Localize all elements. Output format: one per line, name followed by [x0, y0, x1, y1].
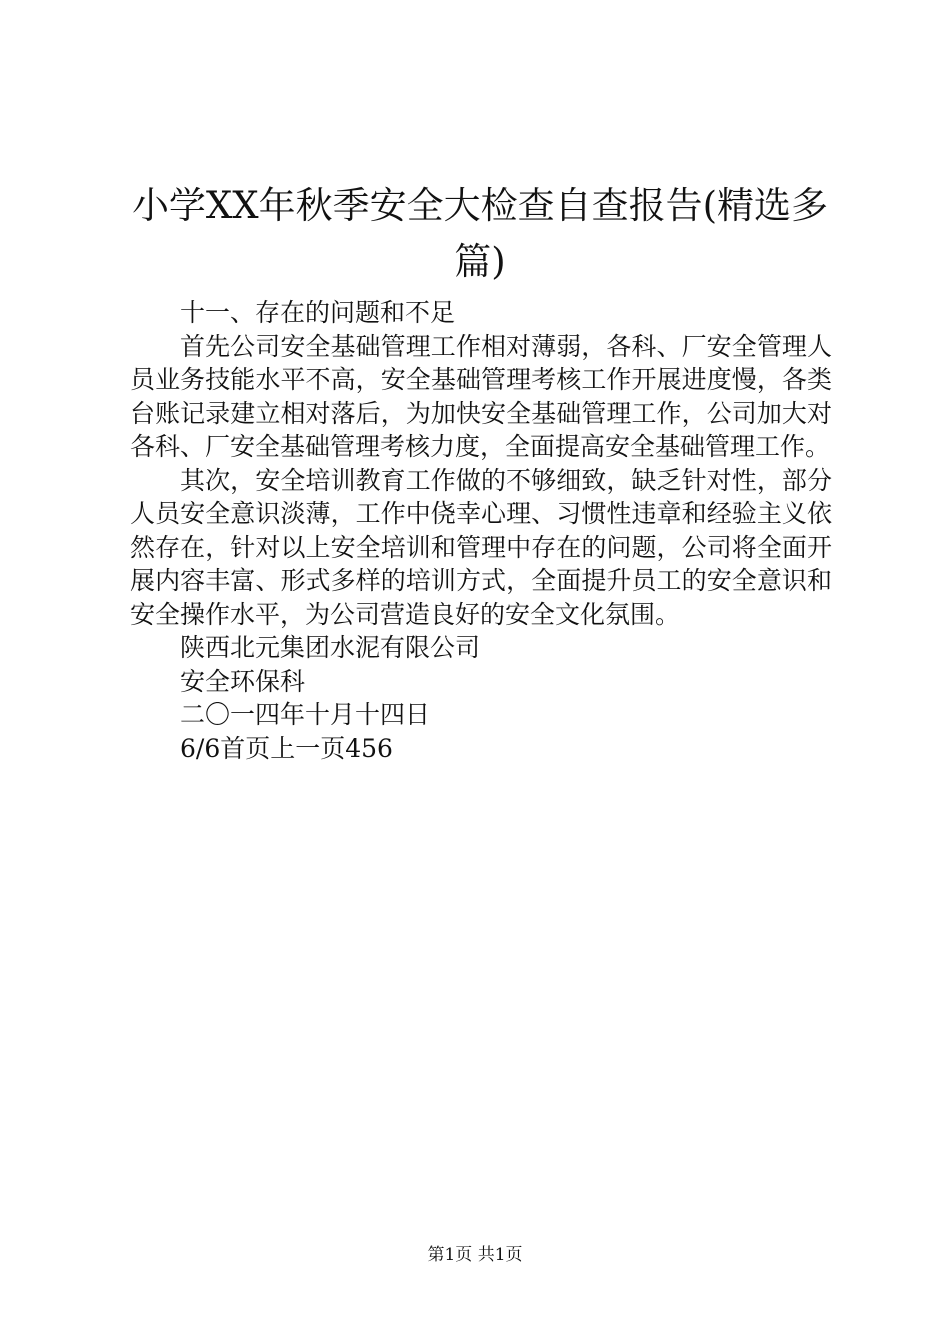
pagination-text: 6/6首页上一页456 — [180, 733, 393, 763]
company-name: 陕西北元集团水泥有限公司 — [180, 633, 481, 662]
document-date: 二〇一四年十月十四日 — [180, 700, 431, 729]
section-heading: 十一、存在的问题和不足 — [180, 298, 456, 327]
document-body — [130, 296, 832, 765]
department-name: 安全环保科 — [180, 666, 306, 696]
page-footer: 第1页 共1页 — [427, 1245, 523, 1265]
paragraph: 首先公司安全基础管理工作相对薄弱，各科、厂安全管理人员业务技能水平不高，安全基础管理考核工作开展进度慢，各类台账记录建立相对落后，为加快安全基础管理工作，公司加大对各科、厂安全基础管理考核力度，全面提高安全基础管理工作。 — [130, 331, 832, 461]
paragraph: 其次，安全培训教育工作做的不够细致，缺乏针对性，部分人员安全意识淡薄，工作中侥幸心理、习惯性违章和经验主义依然存在，针对以上安全培训和管理中存在的问题，公司将全面开展内容丰富、形式多样的培训方式，全面提升员工的安全意识和安全操作水平，为公司营造良好的安全文化氛围。 — [130, 465, 832, 629]
document-title: 小学XX年秋季安全大检查自查报告(精选多篇) — [131, 184, 829, 283]
